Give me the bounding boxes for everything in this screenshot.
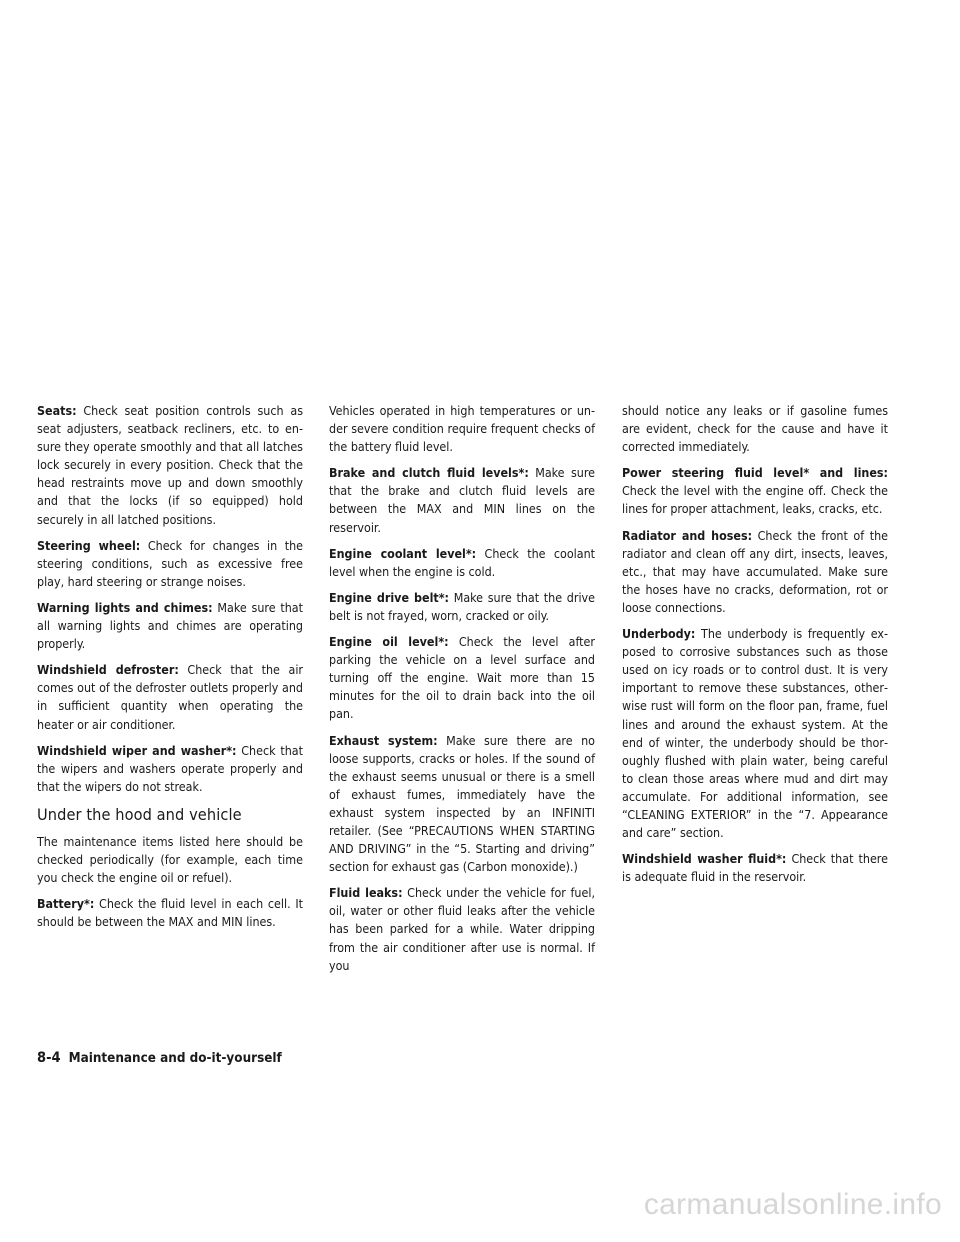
section-heading: Under the hood and vehicle (37, 804, 242, 824)
paragraph-fluid-leaks-continued (622, 402, 888, 456)
paragraph-lead: Windshield wiper and washer*: (37, 742, 237, 758)
column-1 (37, 402, 303, 939)
paragraph-lead: Power steering fluid level* and lines: (622, 465, 888, 481)
paragraph-text: Check that the air comes out of the defroster outlets properly and in sufficient quantity when operating the heater or air conditioner. (37, 662, 303, 732)
paragraph-text: Check the level with the engine off. Check the lines for proper attachment, leaks, cracks, etc. (622, 483, 888, 517)
paragraph-steering-wheel (37, 537, 303, 591)
paragraph-text: The underbody is frequently exposed to corrosive substances such as those used on icy roads or to control dust. It is very important to remove these substances, otherwise rust will form on the floor pan, frame, fuel lines and around the exhaust system. At the end of winter, the underbody should be thoroughly flushed with plain water, being careful to clean those areas where mud and dirt may accumulate. For additional information, see “CLEANING EXTERIOR” in the “7. Appearance and care” section. (622, 626, 888, 841)
paragraph-lead: Engine drive belt*: (329, 589, 450, 605)
paragraph-text: Make sure that the drive belt is not frayed, worn, cracked or oily. (329, 589, 595, 623)
paragraph-text: Make sure that all warning lights and chimes are operating properly. (37, 599, 303, 652)
column-3 (622, 402, 888, 894)
paragraph-warning-lights (37, 599, 303, 653)
paragraph-text: Check the front of the radiator and clean off any dirt, insects, leaves, etc., that may have accumulated. Make sure the hoses have no cracks, deformation, rot or loose connections. (622, 527, 889, 615)
paragraph-lead: Windshield washer fluid*: (622, 851, 787, 867)
paragraph-intro (37, 833, 303, 887)
paragraph-text: Check under the vehicle for fuel, oil, water or other fluid leaks after the vehicle has been parked for a while. Water dripping from the air conditioner after use is normal. If you (329, 885, 595, 973)
paragraph-text: Check for changes in the steering conditions, such as excessive free play, hard steering or strange noises. (37, 537, 304, 589)
paragraph-lead: Radiator and hoses: (622, 527, 753, 543)
footer-section-title: Maintenance and do-it-yourself (68, 1051, 282, 1066)
paragraph-text: The maintenance items listed here should be checked periodically (for example, each time you check the engine oil or refuel). (37, 833, 303, 886)
paragraph-fluid-leaks (329, 884, 595, 974)
paragraph-seats (37, 402, 303, 529)
paragraph-text: should notice any leaks or if gasoline fumes are evident, check for the cause and have it corrected immediately. (622, 403, 888, 455)
paragraph-drive-belt (329, 589, 595, 625)
paragraph-lead: Exhaust system: (329, 732, 438, 748)
column-2 (329, 402, 595, 983)
paragraph-text: Check seat position controls such as seat adjusters, seatback recliners, etc. to ensure they operate smoothly and that all latches lock securely in every position. Check that the head restraints move up and down smoothly and that the locks (if so equipped) hold securely in all latched positions. (37, 403, 304, 527)
paragraph-battery (37, 895, 303, 931)
paragraph-power-steering (622, 464, 888, 518)
paragraph-text: Check that there is adequate fluid in the reservoir. (622, 851, 888, 885)
paragraph-battery-continued (329, 402, 595, 456)
paragraph-text: Check the fluid level in each cell. It should be between the MAX and MIN lines. (37, 896, 304, 930)
paragraph-windshield-defroster (37, 661, 303, 733)
paragraph-lead: Underbody: (622, 626, 696, 642)
paragraph-lead: Windshield defroster: (37, 662, 179, 678)
paragraph-lead: Engine oil level*: (329, 634, 449, 650)
paragraph-radiator-hoses (622, 527, 888, 617)
paragraph-lead: Steering wheel: (37, 537, 141, 553)
paragraph-lead: Seats: (37, 403, 77, 418)
paragraph-lead: Engine coolant level*: (329, 545, 477, 561)
paragraph-text: Vehicles operated in high temperatures or under severe condition require frequent checks of the battery fluid level. (329, 403, 595, 455)
page-number: 8-4 (37, 1050, 61, 1066)
paragraph-text: Make sure that the brake and clutch fluid levels are between the MAX and MIN lines on the reservoir. (329, 465, 595, 535)
paragraph-lead: Warning lights and chimes: (37, 599, 213, 615)
paragraph-lead: Brake and clutch fluid levels*: (329, 465, 529, 481)
paragraph-text: Check the coolant level when the engine is cold. (329, 545, 596, 579)
paragraph-text: Check the level after parking the vehicle on a level surface and turning off the engine. Wait more than 15 minutes for the oil to drain back into the oil pan. (329, 634, 595, 722)
paragraph-brake-clutch (329, 464, 595, 536)
paragraph-lead: Fluid leaks: (329, 885, 403, 901)
paragraph-wiper-washer (37, 742, 303, 796)
paragraph-underbody (622, 625, 888, 842)
paragraph-engine-coolant (329, 545, 595, 581)
page-footer (37, 1050, 282, 1066)
paragraph-lead: Battery*: (37, 896, 95, 912)
paragraph-washer-fluid (622, 850, 888, 886)
paragraph-engine-oil (329, 633, 595, 723)
paragraph-exhaust-system (329, 732, 595, 877)
paragraph-text: Make sure there are no loose supports, cracks or holes. If the sound of the exhaust seems unusual or there is a smell of exhaust fumes, immediately have the exhaust system inspected by an INFINITI retailer. (See “PRECAUTIONS WHEN STARTING AND DRIVING” in the “5. Starting and driving” section for exhaust gas (Carbon monoxide).) (329, 732, 595, 875)
watermark: carmanualsonline.info (643, 1188, 942, 1221)
paragraph-text: Check that the wipers and washers operate properly and that the wipers do not streak. (37, 742, 303, 794)
